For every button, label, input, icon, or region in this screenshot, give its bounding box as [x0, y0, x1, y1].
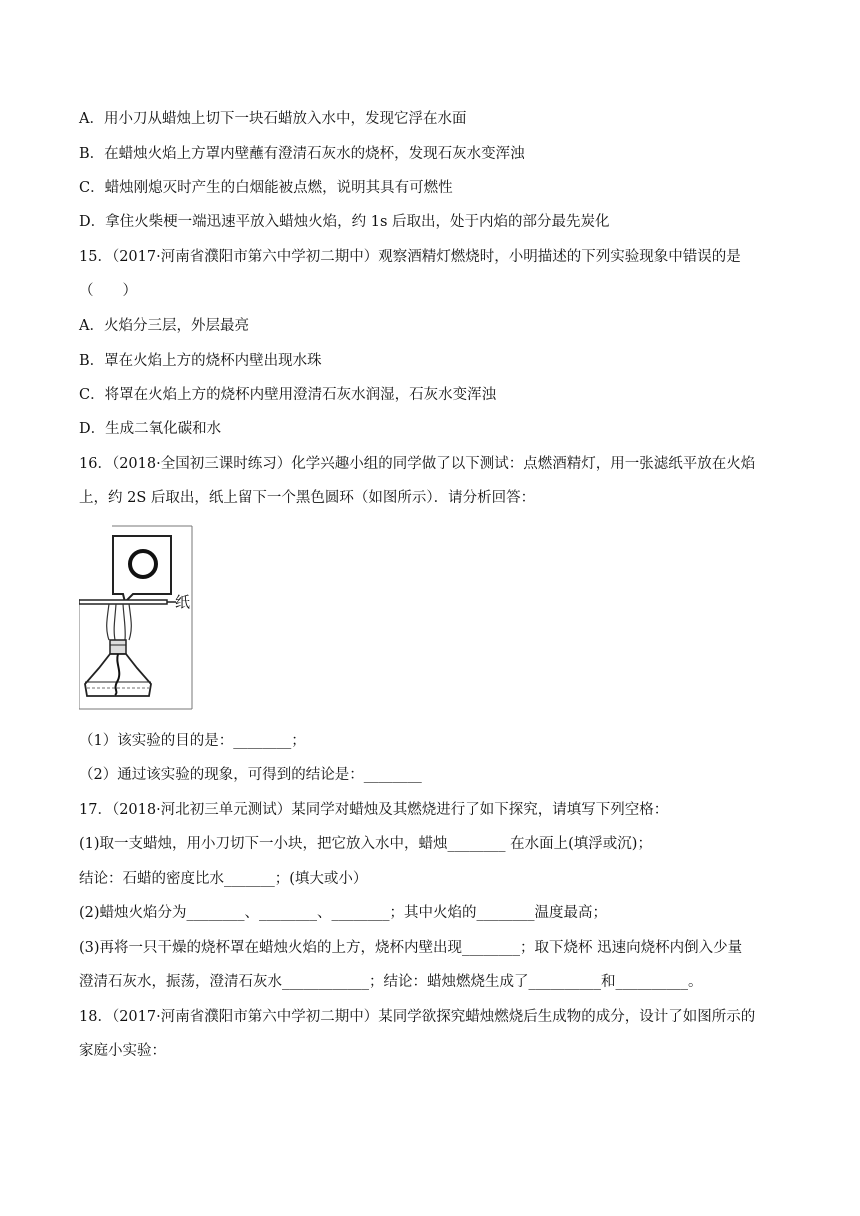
line-a-15: A．火焰分三层，外层最亮	[79, 318, 249, 334]
question-17-part-1: (1)取一支蜡烛，用小刀切下一小块，把它放入水中，蜡烛________ 在水面上(填浮或沉)；	[79, 836, 652, 852]
question-16-part-1: （1）该实验的目的是：________；	[79, 733, 306, 749]
figure-label-paper: 纸	[175, 593, 191, 611]
line-a-14: A．用小刀从蜡烛上切下一块石蜡放入水中，发现它浮在水面	[79, 111, 467, 127]
alcohol-lamp-figure	[79, 524, 193, 710]
question-15-bracket: （ ）	[79, 283, 137, 299]
question-18: 18．（2017·河南省濮阳市第六中学初二期中）某同学欲探究蜡烛燃烧后生成物的成分，设计了如图所示的	[79, 1009, 756, 1025]
question-18-cont: 家庭小实验：	[79, 1043, 166, 1059]
line-d-14: D．拿住火柴梗一端迅速平放入蜡烛火焰，约 1s 后取出，处于内焰的部分最先炭化	[79, 214, 610, 230]
question-17-conclusion: 结论：石蜡的密度比水_______；(填大或小）	[79, 871, 368, 887]
question-17-part-2: (2)蜡烛火焰分为________、________、________；其中火焰的________温度最高；	[79, 905, 608, 921]
question-16-cont: 上，约 2S 后取出，纸上留下一个黑色圆环（如图所示）．请分析回答：	[79, 490, 536, 506]
wick-holder	[110, 640, 126, 654]
question-16: 16．（2018·全国初三课时练习）化学兴趣小组的同学做了以下测试：点燃酒精灯，用一张滤纸平放在火焰	[79, 456, 756, 472]
figure-svg	[79, 524, 193, 710]
question-17-part-3: (3)再将一只干燥的烧杯罩在蜡烛火焰的上方，烧杯内壁出现________；取下烧杯 迅速向烧杯内倒入少量	[79, 940, 743, 956]
question-16-part-2: （2）通过该实验的现象，可得到的结论是：________	[79, 767, 422, 783]
line-c-15: C．将罩在火焰上方的烧杯内壁用澄清石灰水润湿，石灰水变浑浊	[79, 387, 497, 403]
question-15: 15．（2017·河南省濮阳市第六中学初二期中）观察酒精灯燃烧时，小明描述的下列实验现象中错误的是	[79, 249, 741, 265]
line-d-15: D．生成二氧化碳和水	[79, 421, 222, 437]
question-17: 17．（2018·河北初三单元测试）某同学对蜡烛及其燃烧进行了如下探究，请填写下列空格：	[79, 802, 669, 818]
line-b-14: B．在蜡烛火焰上方罩内壁蘸有澄清石灰水的烧杯，发现石灰水变浑浊	[79, 146, 525, 162]
filter-paper	[79, 600, 167, 604]
line-c-14: C．蜡烛刚熄灭时产生的白烟能被点燃，说明其具有可燃性	[79, 180, 453, 196]
question-17-part-3-cont: 澄清石灰水，振荡，澄清石灰水____________；结论：蜡烛燃烧生成了__________和__________。	[79, 974, 703, 990]
callout-box	[113, 536, 171, 602]
line-b-15: B．罩在火焰上方的烧杯内壁出现水珠	[79, 353, 322, 369]
